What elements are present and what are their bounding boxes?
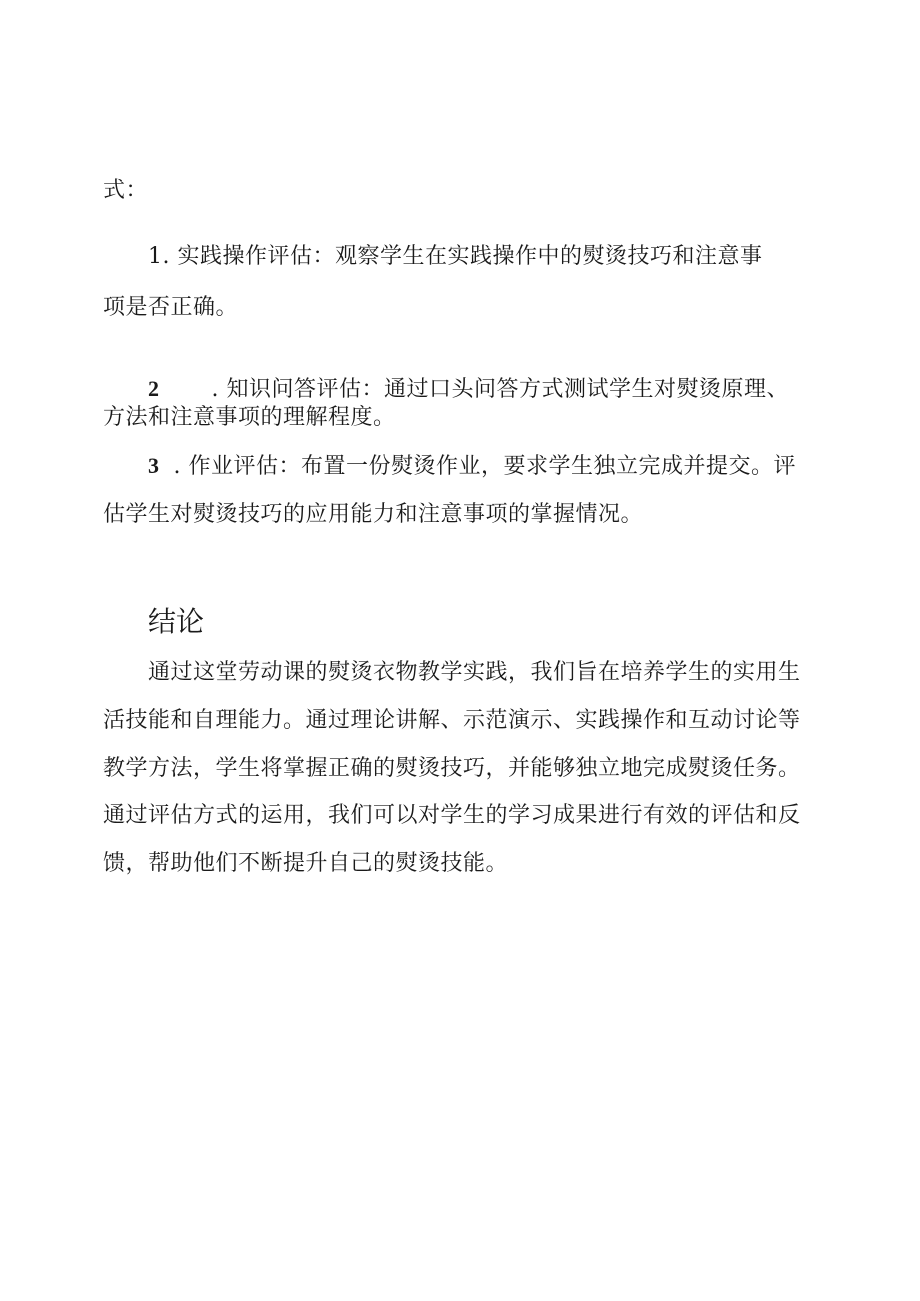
item-2-line-1 [148,374,789,405]
conclusion-line: 通过这堂劳动课的熨烫衣物教学实践，我们旨在培养学生的实用生 [148,660,801,685]
conclusion-line: 教学方法，学生将掌握正确的熨烫技巧，并能够独立地完成熨烫任务。 [103,756,801,781]
item-3-line-1 [148,451,796,482]
item-3-text: . 作业评估：布置一份熨烫作业，要求学生独立完成并提交。评 [173,454,796,479]
conclusion-line: 通过评估方式的运用，我们可以对学生的学习成果进行有效的评估和反 [103,803,801,828]
item-3-line-2: 估学生对熨烫技巧的应用能力和注意事项的掌握情况。 [103,502,644,527]
item-1-line-1: 1. 实践操作评估：观察学生在实践操作中的熨烫技巧和注意事 [148,244,763,269]
intro-tail-text: 式： [103,178,149,203]
item-2-number: 2 [148,376,160,401]
item-2-text: . 知识问答评估：通过口头问答方式测试学生对熨烫原理、 [211,377,789,402]
item-3-number: 3 [148,453,160,478]
item-2-line-2: 方法和注意事项的理解程度。 [103,405,396,430]
conclusion-line: 活技能和自理能力。通过理论讲解、示范演示、实践操作和互动讨论等 [103,708,801,733]
conclusion-heading: 结论 [148,605,205,638]
item-1-line-2: 项是否正确。 [103,295,239,320]
conclusion-line: 馈，帮助他们不断提升自己的熨烫技能。 [103,851,509,876]
